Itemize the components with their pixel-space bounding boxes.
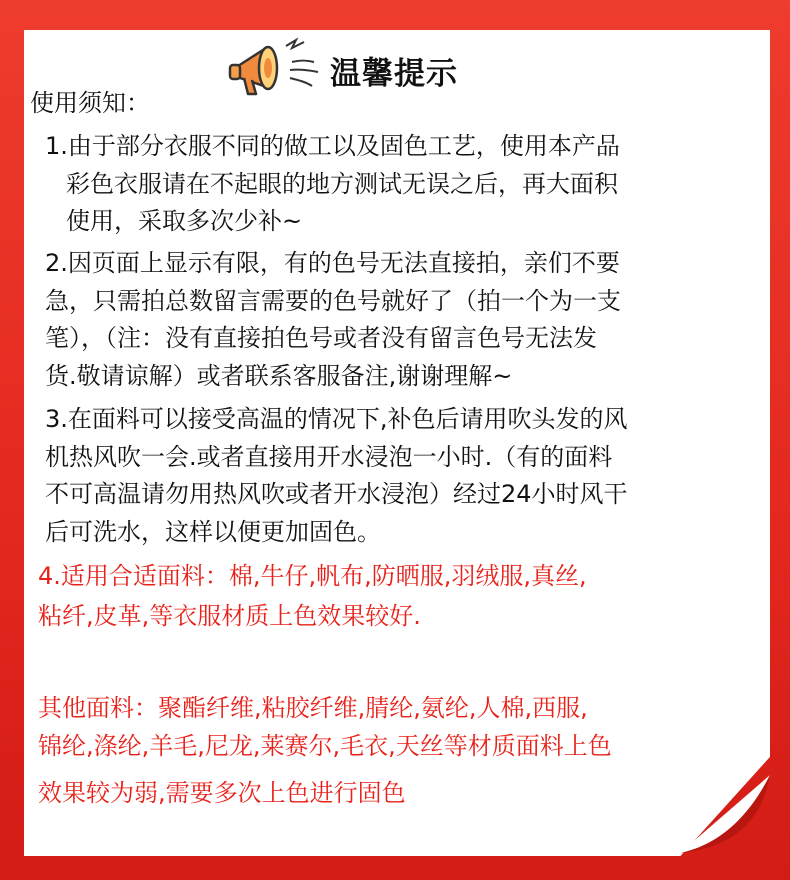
rule-2-line-3: 笔），（注：没有直接拍色号或者没有留言色号无法发 [45, 324, 597, 352]
other-fabrics-line-1: 其他面料：聚酯纤维,粘胶纤维,腈纶,氨纶,人棉,西服, [38, 694, 588, 722]
other-fabrics-line-2: 锦纶,涤纶,羊毛,尼龙,莱赛尔,毛衣,天丝等材质面料上色 [38, 732, 612, 760]
page-curl [680, 775, 772, 860]
rule-3-line-4: 后可洗水，这样以便更加固色。 [45, 518, 381, 546]
suitable-fabrics-line-1: 4.适用合适面料：棉,牛仔,帆布,防晒服,羽绒服,真丝, [38, 562, 587, 590]
rule-1-line-3: 使用，采取多次少补~ [66, 207, 303, 235]
notice-title: 温馨提示 [330, 56, 458, 92]
megaphone-icon [226, 36, 326, 100]
notice-header [226, 34, 566, 104]
suitable-fabrics-line-2: 粘纤,皮革,等衣服材质上色效果较好. [38, 602, 421, 630]
other-fabrics-line-3: 效果较为弱,需要多次上色进行固色 [38, 779, 406, 807]
rule-1-line-1: 1.由于部分衣服不同的做工以及固色工艺，使用本产品 [45, 132, 620, 160]
rule-2-line-4: 货.敬请谅解）或者联系客服备注,谢谢理解~ [45, 362, 513, 390]
intro-heading: 使用须知： [30, 89, 150, 117]
rule-3-line-2: 机热风吹一会.或者直接用开水浸泡一小时.（有的面料 [45, 443, 613, 471]
rule-1-line-2: 彩色衣服请在不起眼的地方测试无误之后，再大面积 [66, 170, 618, 198]
rule-2-line-2: 急，只需拍总数留言需要的色号就好了（拍一个为一支 [45, 287, 621, 315]
rule-3-line-3: 不可高温请勿用热风吹或者开水浸泡）经过24小时风干 [45, 480, 628, 508]
rule-3-line-1: 3.在面料可以接受高温的情况下,补色后请用吹头发的风 [45, 405, 628, 433]
rule-2-line-1: 2.因页面上显示有限，有的色号无法直接拍，亲们不要 [45, 249, 620, 277]
